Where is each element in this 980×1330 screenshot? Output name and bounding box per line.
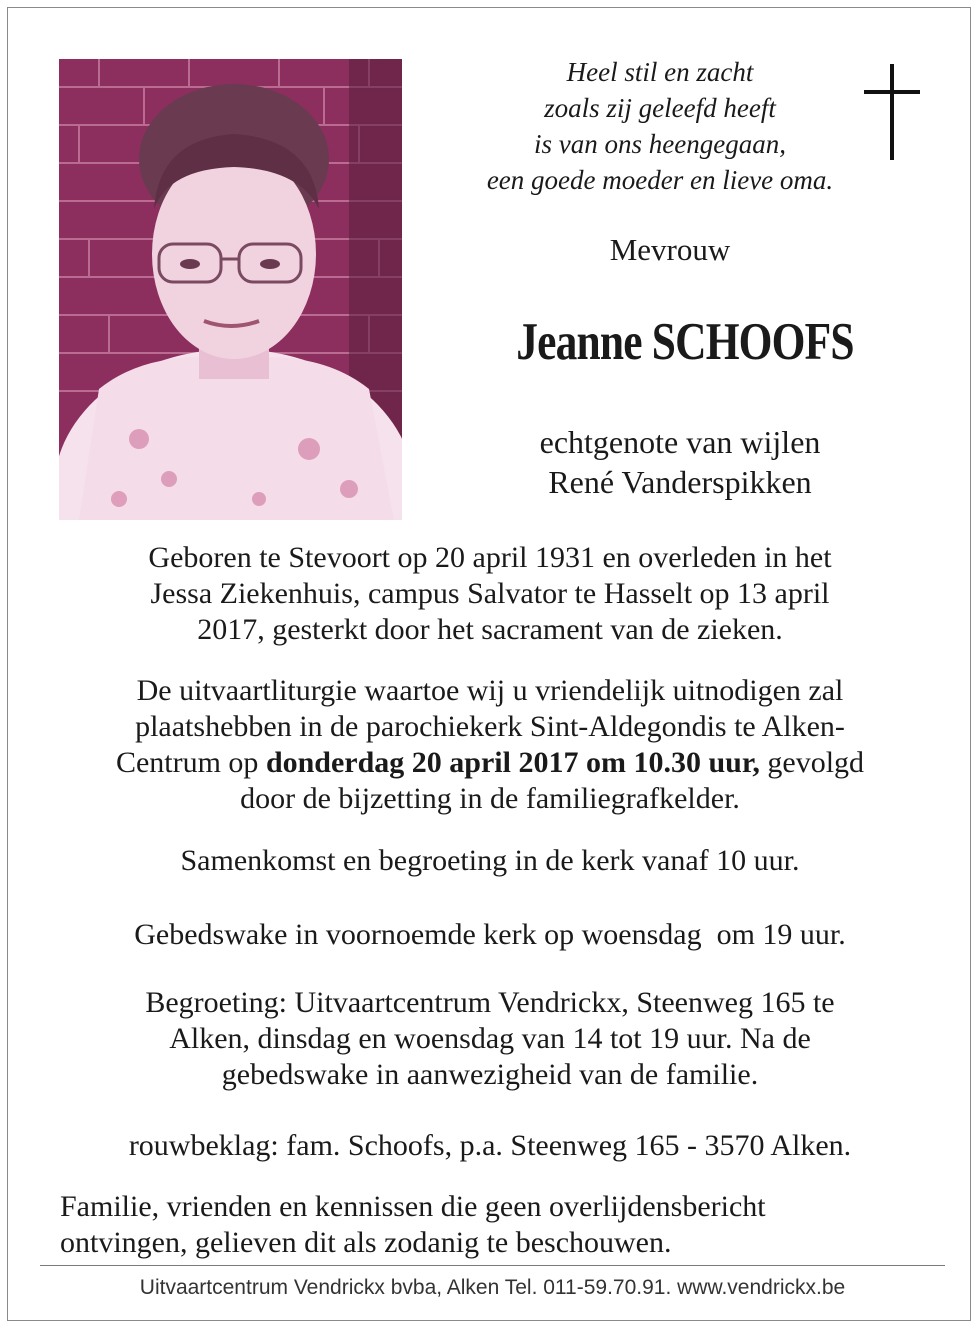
paragraph-line: Geboren te Stevoort op 20 april 1931 en overleden in het	[148, 541, 832, 574]
poem-line: Heel stil en zacht	[566, 57, 754, 87]
footer-contact: Uitvaartcentrum Vendrickx bvba, Alken Tel. 011-59.70.91. www.vendrickx.be	[139, 1276, 846, 1299]
spouse-line: René Vanderspikken	[548, 464, 812, 500]
poem-line: een goede moeder en lieve oma.	[486, 165, 834, 195]
condolences-address: rouwbeklag: fam. Schoofs, p.a. Steenweg 165 - 3570 Alken.	[128, 1129, 852, 1162]
gathering-paragraph: Samenkomst en begroeting in de kerk vanaf 10 uur.	[180, 844, 800, 877]
birth-death-paragraph	[40, 540, 940, 648]
paragraph-line: Familie, vrienden en kennissen die geen overlijdensbericht	[60, 1190, 766, 1223]
paragraph-line: De uitvaartliturgie waartoe wij u vriendelijk uitnodigen zal	[136, 674, 844, 707]
paragraph-line: 2017, gesterkt door het sacrament van de zieken.	[197, 613, 783, 646]
footer-divider	[40, 1265, 945, 1266]
notice-paragraph	[60, 1189, 940, 1261]
visitation-paragraph	[40, 985, 940, 1093]
paragraph-line: Alken, dinsdag en woensdag van 14 tot 19 uur. Na de	[169, 1022, 811, 1055]
funeral-paragraph	[40, 673, 940, 817]
paragraph-line: gebedswake in aanwezigheid van de familie.	[221, 1058, 759, 1091]
vigil-paragraph: Gebedswake in voornoemde kerk op woensdag om 19 uur.	[134, 918, 846, 951]
paragraph-line: Begroeting: Uitvaartcentrum Vendrickx, Steenweg 165 te	[145, 986, 835, 1019]
poem-line: zoals zij geleefd heeft	[544, 93, 776, 123]
portrait-photo	[59, 59, 402, 520]
poem-line: is van ons heengegaan,	[534, 129, 786, 159]
deceased-name: Jeanne SCHOOFS	[516, 313, 854, 371]
spouse-info	[420, 422, 940, 502]
paragraph-line: Jessa Ziekenhuis, campus Salvator te Hasselt op 13 april	[150, 577, 830, 610]
honorific-title: Mevrouw	[609, 232, 731, 267]
funeral-datetime: donderdag 20 april 2017 om 10.30 uur,	[265, 746, 760, 779]
paragraph-line: plaatshebben in de parochiekerk Sint-Aldegondis te Alken-	[135, 710, 845, 743]
poem	[380, 54, 940, 198]
paragraph-line: door de bijzetting in de familiegrafkelder.	[240, 782, 740, 815]
funeral-text: gevolgd	[759, 746, 865, 779]
spouse-line: echtgenote van wijlen	[539, 424, 821, 460]
paragraph-line	[40, 745, 940, 781]
funeral-text: Centrum op	[115, 746, 266, 779]
paragraph-line: ontvingen, gelieven dit als zodanig te beschouwen.	[60, 1226, 672, 1259]
